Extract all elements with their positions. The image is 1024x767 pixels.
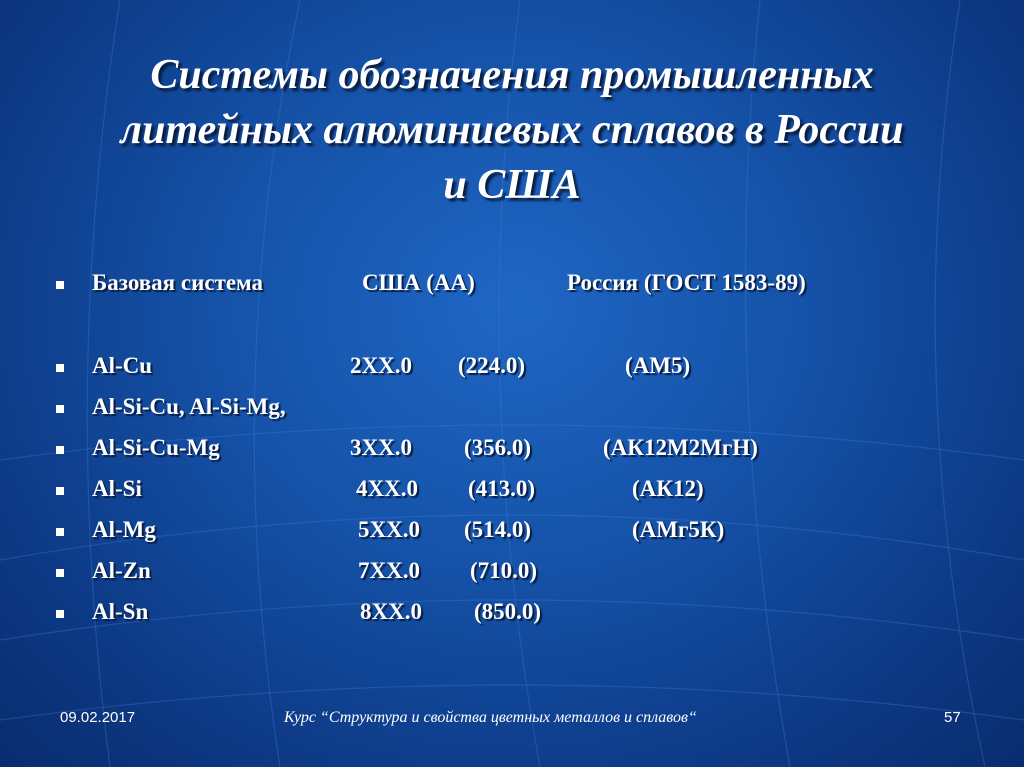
bullet-icon [56, 487, 64, 495]
aa-series: 8XX.0 [360, 599, 422, 624]
aa-series: 4XX.0 [356, 476, 418, 501]
list-item [0, 599, 1024, 635]
title-line-3: и США [443, 162, 581, 208]
alloy-system: Al-Si-Cu-Mg [92, 435, 220, 460]
alloy-system: Al-Si-Cu, Al-Si-Mg, [92, 394, 286, 419]
aa-example: (224.0) [458, 353, 526, 378]
aa-example: (514.0) [464, 517, 532, 542]
footer-course-title: Курс “Структура и свойства цветных металлов и сплавов“ [284, 709, 697, 726]
gost-grade: (АК12) [632, 476, 704, 501]
gost-grade: (АК12М2МгН) [603, 435, 758, 460]
header-russia: Россия (ГОСТ 1583-89) [567, 270, 806, 295]
list-item [0, 558, 1024, 594]
aa-series: 3XX.0 [350, 435, 412, 460]
aa-example: (413.0) [468, 476, 536, 501]
title-line-1: Системы обозначения промышленных [150, 52, 874, 98]
aa-example: (710.0) [470, 558, 538, 583]
bullet-icon [56, 364, 64, 372]
list-header-row [0, 270, 1024, 306]
gost-grade: (АМ5) [625, 353, 691, 378]
footer-page-number: 57 [944, 709, 961, 726]
alloy-system: Al-Cu [92, 353, 153, 378]
bullet-icon [56, 446, 64, 454]
alloy-system: Al-Zn [92, 558, 151, 583]
bullet-icon [56, 281, 64, 289]
header-usa: США (АА) [362, 270, 475, 295]
bullet-icon [56, 528, 64, 536]
gost-grade: (АМг5К) [632, 517, 725, 542]
aa-series: 7XX.0 [358, 558, 420, 583]
list-item [0, 435, 1024, 471]
list-item [0, 517, 1024, 553]
aa-example: (850.0) [474, 599, 542, 624]
aa-example: (356.0) [464, 435, 532, 460]
bullet-icon [56, 405, 64, 413]
bullet-icon [56, 610, 64, 618]
aa-series: 5XX.0 [358, 517, 420, 542]
list-item [0, 394, 1024, 430]
list-item [0, 476, 1024, 512]
bullet-icon [56, 569, 64, 577]
aa-series: 2XX.0 [350, 353, 412, 378]
header-base-system: Базовая система [92, 270, 264, 295]
footer-date: 09.02.2017 [60, 709, 136, 726]
alloy-system: Al-Sn [92, 599, 149, 624]
list-item [0, 353, 1024, 389]
alloy-system: Al-Mg [92, 517, 156, 542]
alloy-system: Al-Si [92, 476, 142, 501]
title-line-2: литейных алюминиевых сплавов в России [120, 107, 904, 153]
